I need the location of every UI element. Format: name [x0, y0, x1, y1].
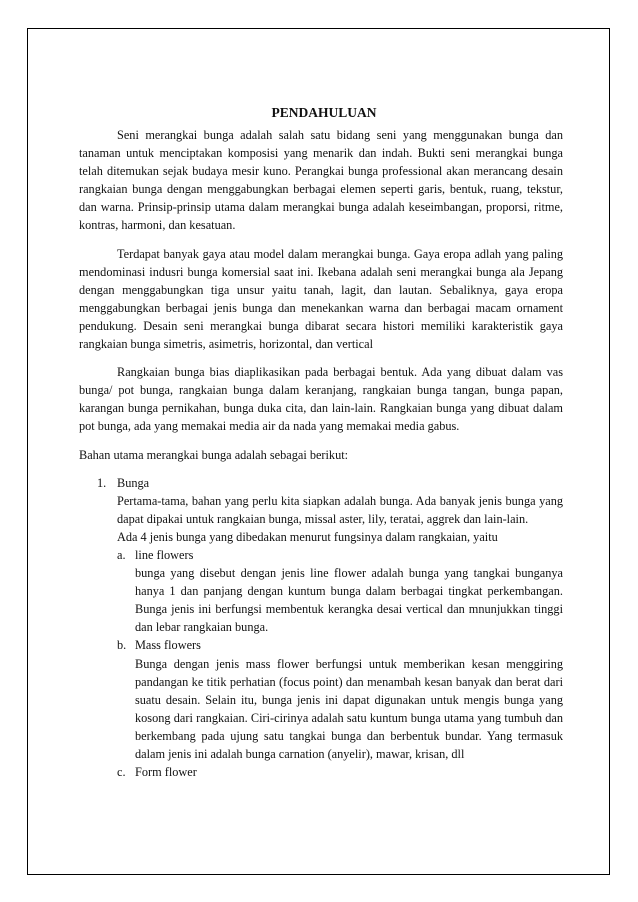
sublist-text: bunga yang disebut dengan jenis line flower adalah bunga yang tangkai bunganya hanya 1 dan panjang dengan kuntum bunga dalam berbagai tingkat perkembangan. Bunga jenis ini berfungsi membentuk kerangka desai vertical dan mnunjukkan tinggi dan lebar rangkaian bunga. — [135, 566, 563, 635]
paragraph-2: Terdapat banyak gaya atau model dalam merangkai bunga. Gaya eropa adlah yang paling mendominasi indusri bunga komersial saat ini. Ikebana adalah seni merangkai bunga ala Jepang dengan menggabungkan tiga unsur yaitu tanah, lagit, dan lautan. Sebaliknya, gaya eropa menggabungkan berbagai jenis bunga dan menekankan warna dan berbagai macam ornament pendukung. Desain seni merangkai bunga dibarat secara histori memiliki karakteristik gaya rangkaian bunga simetris, asimetris, horizontal, dan vertical — [79, 246, 563, 352]
ingredient-list — [79, 474, 563, 782]
sublist-item — [117, 636, 563, 763]
list-item-body — [117, 474, 563, 782]
list-item-text: Pertama-tama, bahan yang perlu kita siapkan adalah bunga. Ada banyak jenis bunga yang dapat dipakai untuk rangkaian bunga, missal aster, lily, teratai, aggrek dan lain-lain. — [117, 493, 563, 526]
sublist-title: Mass flowers — [135, 638, 201, 653]
sublist-title: line flowers — [135, 547, 194, 562]
list-item — [79, 474, 563, 782]
sublist-item — [117, 763, 563, 781]
document-body — [79, 104, 563, 781]
list-intro: Bahan utama merangkai bunga adalah sebagai berikut: — [79, 447, 349, 462]
list-item-title: Bunga — [117, 475, 150, 490]
sublist-title: Form flower — [135, 765, 197, 780]
sublist-letter: c. — [117, 765, 126, 780]
sublist-item — [117, 546, 563, 636]
list-number: 1. — [97, 475, 107, 490]
sublist-letter: a. — [117, 547, 126, 562]
sublist-text: Bunga dengan jenis mass flower berfungsi untuk memberikan kesan menggiring pandangan ke titik perhatian (focus point) dan menambah kesan banyak dan berat dari suatu desain. Selain itu, bunga jenis ini dapat digunakan untuk mengis bunga yang kosong dari rangkaian. Ciri-cirinya adalah satu kuntum bunga utama yang tumbuh dan berkembang pada ujung satu tangkai bunga dan berbentuk bundar. Yang termasuk dalam jenis ini adalah bunga carnation (anyelir), mawar, krisan, dll — [135, 656, 563, 761]
paragraph-3: Rangkaian bunga bias diaplikasikan pada berbagai bentuk. Ada yang dibuat dalam vas bunga/ pot bunga, rangkaian bunga dalam keranjang, rangkaian bunga tangan, bunga papan, karangan bunga pernikahan, bunga duka cita, dan lain-lain. Rangkaian bunga yang dibuat dalam pot bunga, ada yang memakai media air da nada yang memakai media gabus. — [79, 365, 563, 434]
sublist-letter: b. — [117, 638, 127, 653]
paragraph-1: Seni merangkai bunga adalah salah satu bidang seni yang menggunakan bunga dan tanaman untuk menciptakan komposisi yang menarik dan indah. Bukti seni merangkai bunga telah ditemukan sejak budaya mesir kuno. Perangkai bunga professional akan merancang desain rangkaian bunga dengan menggabungkan berbagai elemen seperti garis, bentuk, ruang, tekstur, dan warna. Prinsip-prinsip utama dalam merangkai bunga adalah keseimbangan, proporsi, ritme, kontras, harmoni, dan kesatuan. — [79, 128, 563, 233]
document-title: PENDAHULUAN — [271, 105, 377, 120]
sublist-intro: Ada 4 jenis bunga yang dibedakan menurut fungsinya dalam rangkaian, yaitu — [117, 529, 498, 544]
